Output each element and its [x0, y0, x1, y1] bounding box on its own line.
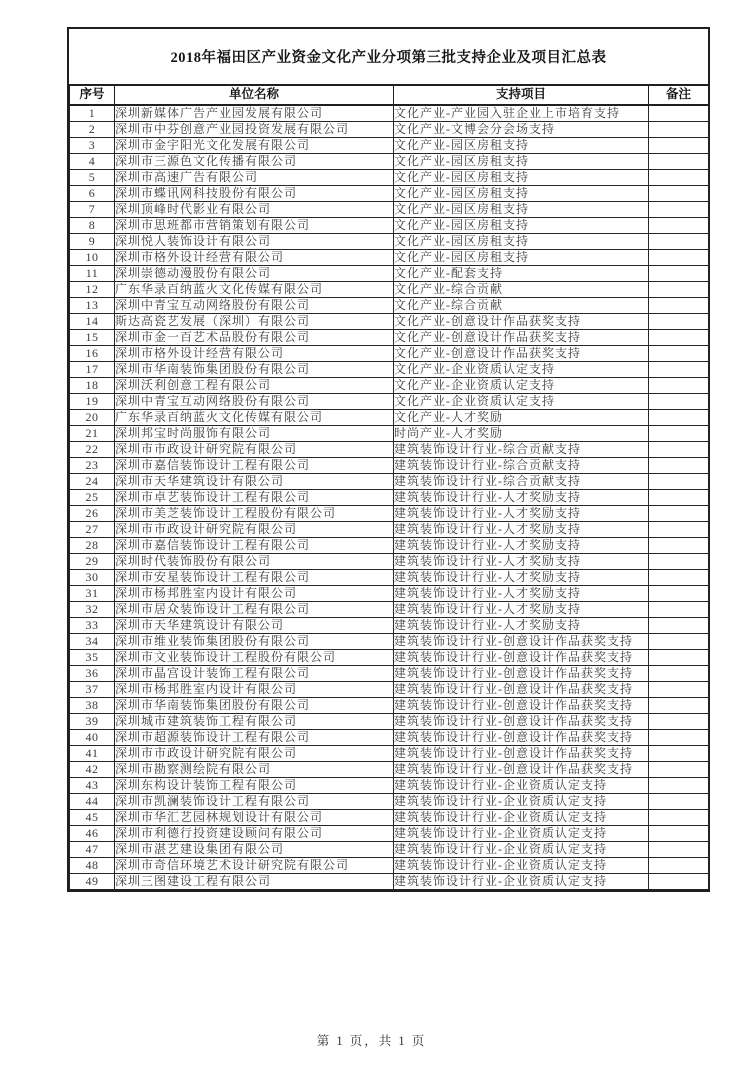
column-header-company: 单位名称 [115, 85, 394, 105]
row-number: 8 [70, 218, 115, 234]
row-number: 30 [70, 570, 115, 586]
table-row [70, 826, 709, 842]
support-project: 建筑装饰设计行业-创意设计作品获奖支持 [394, 698, 649, 714]
support-project: 建筑装饰设计行业-综合贡献支持 [394, 458, 649, 474]
company-name: 深圳市华南装饰集团股份有限公司 [115, 698, 394, 714]
table-row [70, 714, 709, 730]
company-name: 深圳三图建设工程有限公司 [115, 874, 394, 890]
support-project: 文化产业-企业资质认定支持 [394, 378, 649, 394]
remark-cell [649, 442, 709, 458]
row-number: 5 [70, 170, 115, 186]
table-row [70, 586, 709, 602]
remark-cell [649, 698, 709, 714]
remark-cell [649, 122, 709, 138]
support-project: 文化产业-园区房租支持 [394, 186, 649, 202]
support-project: 文化产业-创意设计作品获奖支持 [394, 330, 649, 346]
table-row [70, 538, 709, 554]
remark-cell [649, 362, 709, 378]
support-project: 建筑装饰设计行业-人才奖励支持 [394, 490, 649, 506]
row-number: 15 [70, 330, 115, 346]
support-project: 建筑装饰设计行业-企业资质认定支持 [394, 810, 649, 826]
column-header-project: 支持项目 [394, 85, 649, 105]
row-number: 33 [70, 618, 115, 634]
row-number: 19 [70, 394, 115, 410]
row-number: 28 [70, 538, 115, 554]
table-row [70, 650, 709, 666]
company-name: 深圳市思班都市营销策划有限公司 [115, 218, 394, 234]
row-number: 39 [70, 714, 115, 730]
company-name: 深圳市市政设计研究院有限公司 [115, 442, 394, 458]
row-number: 21 [70, 426, 115, 442]
company-name: 深圳市杨邦胜室内设计有限公司 [115, 682, 394, 698]
remark-cell [649, 330, 709, 346]
table-row [70, 666, 709, 682]
document-sheet [67, 27, 710, 892]
company-name: 深圳市凯澜装饰设计工程有限公司 [115, 794, 394, 810]
table-row [70, 490, 709, 506]
support-project: 建筑装饰设计行业-企业资质认定支持 [394, 874, 649, 890]
support-project: 文化产业-园区房租支持 [394, 170, 649, 186]
remark-cell [649, 810, 709, 826]
support-project: 建筑装饰设计行业-创意设计作品获奖支持 [394, 650, 649, 666]
company-name: 深圳市卓艺装饰设计工程有限公司 [115, 490, 394, 506]
row-number: 4 [70, 154, 115, 170]
company-name: 深圳市湛艺建设集团有限公司 [115, 842, 394, 858]
remark-cell [649, 874, 709, 890]
remark-cell [649, 346, 709, 362]
support-project: 时尚产业-人才奖励 [394, 426, 649, 442]
support-project: 文化产业-园区房租支持 [394, 138, 649, 154]
table-row [70, 330, 709, 346]
company-name: 深圳中青宝互动网络股份有限公司 [115, 298, 394, 314]
table-row [70, 154, 709, 170]
company-name: 深圳市格外设计经营有限公司 [115, 346, 394, 362]
row-number: 11 [70, 266, 115, 282]
remark-cell [649, 682, 709, 698]
company-name: 深圳市格外设计经营有限公司 [115, 250, 394, 266]
company-name: 深圳市华南装饰集团股份有限公司 [115, 362, 394, 378]
table-row [70, 730, 709, 746]
row-number: 38 [70, 698, 115, 714]
company-name: 深圳市金一百艺术品股份有限公司 [115, 330, 394, 346]
remark-cell [649, 378, 709, 394]
support-project: 建筑装饰设计行业-人才奖励支持 [394, 538, 649, 554]
table-row [70, 314, 709, 330]
table-row [70, 426, 709, 442]
row-number: 37 [70, 682, 115, 698]
remark-cell [649, 138, 709, 154]
row-number: 18 [70, 378, 115, 394]
remark-cell [649, 314, 709, 330]
remark-cell [649, 842, 709, 858]
table-row [70, 122, 709, 138]
company-name: 深圳东构设计装饰工程有限公司 [115, 778, 394, 794]
remark-cell [649, 522, 709, 538]
remark-cell [649, 458, 709, 474]
support-project: 建筑装饰设计行业-创意设计作品获奖支持 [394, 666, 649, 682]
remark-cell [649, 746, 709, 762]
row-number: 43 [70, 778, 115, 794]
column-header-index: 序号 [70, 85, 115, 105]
remark-cell [649, 234, 709, 250]
table-row [70, 810, 709, 826]
support-project: 文化产业-创意设计作品获奖支持 [394, 314, 649, 330]
remark-cell [649, 826, 709, 842]
row-number: 31 [70, 586, 115, 602]
table-row [70, 794, 709, 810]
remark-cell [649, 266, 709, 282]
remark-cell [649, 394, 709, 410]
table-row [70, 506, 709, 522]
row-number: 42 [70, 762, 115, 778]
remark-cell [649, 506, 709, 522]
support-project: 建筑装饰设计行业-创意设计作品获奖支持 [394, 682, 649, 698]
table-row [70, 682, 709, 698]
row-number: 25 [70, 490, 115, 506]
remark-cell [649, 586, 709, 602]
summary-table [69, 84, 709, 890]
support-project: 文化产业-综合贡献 [394, 282, 649, 298]
support-project: 建筑装饰设计行业-人才奖励支持 [394, 618, 649, 634]
company-name: 广东华录百纳蓝火文化传媒有限公司 [115, 282, 394, 298]
row-number: 2 [70, 122, 115, 138]
company-name: 广东华录百纳蓝火文化传媒有限公司 [115, 410, 394, 426]
remark-cell [649, 186, 709, 202]
remark-cell [649, 778, 709, 794]
row-number: 7 [70, 202, 115, 218]
remark-cell [649, 154, 709, 170]
table-header-row [70, 85, 709, 105]
remark-cell [649, 730, 709, 746]
remark-cell [649, 298, 709, 314]
row-number: 26 [70, 506, 115, 522]
page-number-footer: 第 1 页，共 1 页 [316, 1034, 427, 1048]
remark-cell [649, 858, 709, 874]
row-number: 40 [70, 730, 115, 746]
company-name: 深圳市维业装饰集团股份有限公司 [115, 634, 394, 650]
support-project: 建筑装饰设计行业-企业资质认定支持 [394, 826, 649, 842]
remark-cell [649, 282, 709, 298]
table-row [70, 858, 709, 874]
title-area [69, 29, 708, 84]
company-name: 深圳市文业装饰设计工程股份有限公司 [115, 650, 394, 666]
row-number: 6 [70, 186, 115, 202]
table-row [70, 298, 709, 314]
support-project: 建筑装饰设计行业-人才奖励支持 [394, 586, 649, 602]
remark-cell [649, 650, 709, 666]
table-row [70, 522, 709, 538]
company-name: 深圳市天华建筑设计有限公司 [115, 618, 394, 634]
table-row [70, 378, 709, 394]
remark-cell [649, 170, 709, 186]
company-name: 深圳市市政设计研究院有限公司 [115, 522, 394, 538]
support-project: 建筑装饰设计行业-人才奖励支持 [394, 506, 649, 522]
table-row [70, 842, 709, 858]
table-row [70, 170, 709, 186]
company-name: 深圳时代装饰股份有限公司 [115, 554, 394, 570]
remark-cell [649, 618, 709, 634]
row-number: 27 [70, 522, 115, 538]
company-name: 深圳市三源色文化传播有限公司 [115, 154, 394, 170]
table-row [70, 602, 709, 618]
table-row [70, 474, 709, 490]
table-row [70, 105, 709, 122]
company-name: 深圳市奇信环境艺术设计研究院有限公司 [115, 858, 394, 874]
support-project: 建筑装饰设计行业-创意设计作品获奖支持 [394, 730, 649, 746]
support-project: 文化产业-创意设计作品获奖支持 [394, 346, 649, 362]
support-project: 文化产业-园区房租支持 [394, 218, 649, 234]
support-project: 建筑装饰设计行业-创意设计作品获奖支持 [394, 634, 649, 650]
table-row [70, 618, 709, 634]
row-number: 9 [70, 234, 115, 250]
remark-cell [649, 602, 709, 618]
page-title: 2018年福田区产业资金文化产业分项第三批支持企业及项目汇总表 [170, 50, 607, 66]
row-number: 34 [70, 634, 115, 650]
table-row [70, 442, 709, 458]
company-name: 深圳市天华建筑设计有限公司 [115, 474, 394, 490]
remark-cell [649, 218, 709, 234]
remark-cell [649, 202, 709, 218]
company-name: 深圳市金宇阳光文化发展有限公司 [115, 138, 394, 154]
support-project: 文化产业-企业资质认定支持 [394, 394, 649, 410]
support-project: 文化产业-产业园入驻企业上市培育支持 [394, 105, 649, 122]
row-number: 46 [70, 826, 115, 842]
row-number: 32 [70, 602, 115, 618]
company-name: 深圳市杨邦胜室内设计有限公司 [115, 586, 394, 602]
remark-cell [649, 634, 709, 650]
company-name: 深圳市勘察测绘院有限公司 [115, 762, 394, 778]
table-row [70, 250, 709, 266]
table-row [70, 746, 709, 762]
company-name: 深圳新媒体广告产业园发展有限公司 [115, 105, 394, 122]
remark-cell [649, 426, 709, 442]
company-name: 深圳市中芬创意产业园投资发展有限公司 [115, 122, 394, 138]
row-number: 16 [70, 346, 115, 362]
remark-cell [649, 554, 709, 570]
support-project: 建筑装饰设计行业-人才奖励支持 [394, 554, 649, 570]
company-name: 深圳崇德动漫股份有限公司 [115, 266, 394, 282]
row-number: 44 [70, 794, 115, 810]
table-row [70, 554, 709, 570]
company-name: 深圳市嘉信装饰设计工程有限公司 [115, 538, 394, 554]
remark-cell [649, 410, 709, 426]
row-number: 12 [70, 282, 115, 298]
company-name: 深圳市市政设计研究院有限公司 [115, 746, 394, 762]
company-name: 深圳市蝶讯网科技股份有限公司 [115, 186, 394, 202]
support-project: 建筑装饰设计行业-人才奖励支持 [394, 570, 649, 586]
table-row [70, 570, 709, 586]
support-project: 文化产业-园区房租支持 [394, 250, 649, 266]
table-row [70, 362, 709, 378]
remark-cell [649, 250, 709, 266]
row-number: 10 [70, 250, 115, 266]
row-number: 35 [70, 650, 115, 666]
company-name: 深圳市高速广告有限公司 [115, 170, 394, 186]
column-header-remark: 备注 [649, 85, 709, 105]
row-number: 29 [70, 554, 115, 570]
company-name: 深圳市超源装饰设计工程有限公司 [115, 730, 394, 746]
remark-cell [649, 490, 709, 506]
remark-cell [649, 666, 709, 682]
row-number: 24 [70, 474, 115, 490]
row-number: 13 [70, 298, 115, 314]
table-row [70, 634, 709, 650]
support-project: 文化产业-园区房租支持 [394, 202, 649, 218]
row-number: 14 [70, 314, 115, 330]
table-row [70, 202, 709, 218]
company-name: 深圳市居众装饰设计工程有限公司 [115, 602, 394, 618]
company-name: 深圳市华汇艺园林规划设计有限公司 [115, 810, 394, 826]
company-name: 深圳顶峰时代影业有限公司 [115, 202, 394, 218]
table-row [70, 410, 709, 426]
support-project: 文化产业-综合贡献 [394, 298, 649, 314]
row-number: 22 [70, 442, 115, 458]
company-name: 深圳邦宝时尚服饰有限公司 [115, 426, 394, 442]
table-row [70, 778, 709, 794]
table-row [70, 266, 709, 282]
row-number: 49 [70, 874, 115, 890]
company-name: 深圳城市建筑装饰工程有限公司 [115, 714, 394, 730]
row-number: 36 [70, 666, 115, 682]
support-project: 建筑装饰设计行业-人才奖励支持 [394, 602, 649, 618]
support-project: 文化产业-园区房租支持 [394, 154, 649, 170]
company-name: 深圳市美芝装饰设计工程股份有限公司 [115, 506, 394, 522]
company-name: 深圳市安星装饰设计工程有限公司 [115, 570, 394, 586]
table-row [70, 458, 709, 474]
table-row [70, 762, 709, 778]
support-project: 建筑装饰设计行业-创意设计作品获奖支持 [394, 746, 649, 762]
support-project: 建筑装饰设计行业-创意设计作品获奖支持 [394, 714, 649, 730]
remark-cell [649, 714, 709, 730]
company-name: 深圳市晶宫设计装饰工程有限公司 [115, 666, 394, 682]
support-project: 建筑装饰设计行业-企业资质认定支持 [394, 858, 649, 874]
row-number: 20 [70, 410, 115, 426]
table-row [70, 874, 709, 890]
row-number: 41 [70, 746, 115, 762]
remark-cell [649, 570, 709, 586]
company-name: 深圳中青宝互动网络股份有限公司 [115, 394, 394, 410]
support-project: 文化产业-配套支持 [394, 266, 649, 282]
support-project: 建筑装饰设计行业-企业资质认定支持 [394, 778, 649, 794]
remark-cell [649, 105, 709, 122]
row-number: 17 [70, 362, 115, 378]
company-name: 斯达高瓷艺发展（深圳）有限公司 [115, 314, 394, 330]
table-row [70, 282, 709, 298]
support-project: 文化产业-人才奖励 [394, 410, 649, 426]
table-row [70, 186, 709, 202]
company-name: 深圳市利德行投资建设顾问有限公司 [115, 826, 394, 842]
support-project: 建筑装饰设计行业-创意设计作品获奖支持 [394, 762, 649, 778]
support-project: 建筑装饰设计行业-企业资质认定支持 [394, 794, 649, 810]
row-number: 45 [70, 810, 115, 826]
row-number: 23 [70, 458, 115, 474]
row-number: 1 [70, 105, 115, 122]
table-body [70, 105, 709, 890]
row-number: 3 [70, 138, 115, 154]
support-project: 文化产业-文博会分会场支持 [394, 122, 649, 138]
table-row [70, 346, 709, 362]
support-project: 建筑装饰设计行业-综合贡献支持 [394, 474, 649, 490]
remark-cell [649, 794, 709, 810]
support-project: 建筑装饰设计行业-综合贡献支持 [394, 442, 649, 458]
row-number: 48 [70, 858, 115, 874]
support-project: 文化产业-企业资质认定支持 [394, 362, 649, 378]
table-row [70, 234, 709, 250]
company-name: 深圳市嘉信装饰设计工程有限公司 [115, 458, 394, 474]
remark-cell [649, 538, 709, 554]
remark-cell [649, 474, 709, 490]
table-row [70, 138, 709, 154]
company-name: 深圳沃利创意工程有限公司 [115, 378, 394, 394]
row-number: 47 [70, 842, 115, 858]
table-row [70, 698, 709, 714]
remark-cell [649, 762, 709, 778]
table-row [70, 218, 709, 234]
support-project: 文化产业-园区房租支持 [394, 234, 649, 250]
support-project: 建筑装饰设计行业-人才奖励支持 [394, 522, 649, 538]
support-project: 建筑装饰设计行业-企业资质认定支持 [394, 842, 649, 858]
company-name: 深圳悦人装饰设计有限公司 [115, 234, 394, 250]
table-row [70, 394, 709, 410]
